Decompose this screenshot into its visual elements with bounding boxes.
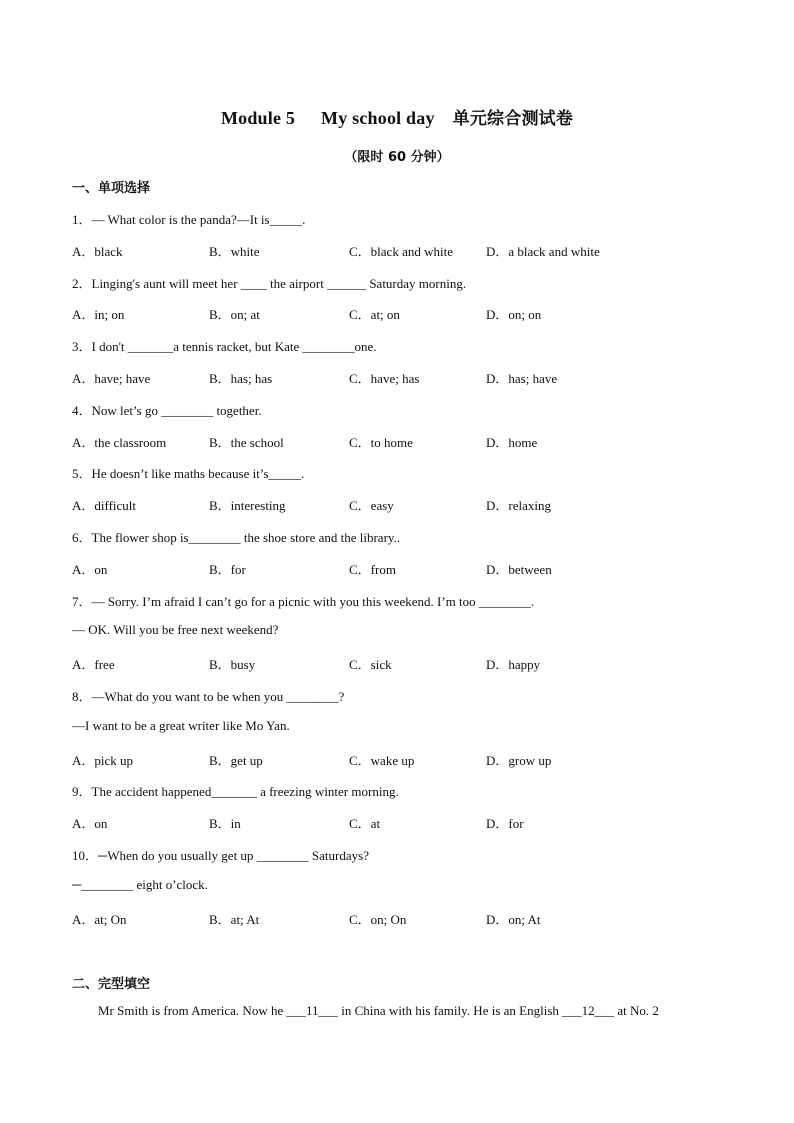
answer-option[interactable]: B．white <box>209 244 260 259</box>
answer-option[interactable]: A．in; on <box>72 307 125 322</box>
answer-option[interactable]: D．grow up <box>486 753 552 768</box>
answer-option[interactable]: C．at; on <box>349 307 400 322</box>
answer-option[interactable]: C．to home <box>349 435 413 450</box>
options-row <box>72 559 752 577</box>
answer-option[interactable]: C．wake up <box>349 753 415 768</box>
options-row <box>72 304 752 322</box>
answer-option[interactable]: C．from <box>349 562 396 577</box>
options-row <box>72 750 752 768</box>
cloze-text: in China with his family. He is an English <box>338 1003 563 1018</box>
answer-option[interactable]: B．interesting <box>209 498 286 513</box>
section2-heading: 二、完型填空 <box>72 977 151 992</box>
answer-option[interactable]: C．black and white <box>349 244 453 259</box>
cloze-text: Mr Smith is from America. Now he <box>98 1003 287 1018</box>
options-row <box>72 368 752 386</box>
title-unit: My school day <box>321 108 435 128</box>
answer-option[interactable]: D．for <box>486 816 524 831</box>
answer-option[interactable]: B．get up <box>209 753 263 768</box>
title-cn: 单元综合测试卷 <box>452 109 574 129</box>
answer-option[interactable]: C．easy <box>349 498 394 513</box>
answer-option[interactable]: A．difficult <box>72 498 137 513</box>
question-dialogue: —I want to be a great writer like Mo Yan. <box>72 718 290 733</box>
answer-option[interactable]: B．on; at <box>209 307 260 322</box>
answer-option[interactable]: A．the classroom <box>72 435 167 450</box>
question-stem: 7．— Sorry. I’m afraid I can’t go for a picnic with you this weekend. I’m too ________. <box>72 594 535 609</box>
question-stem: 8．—What do you want to be when you ________? <box>72 689 345 704</box>
answer-option[interactable]: D．has; have <box>486 371 558 386</box>
question-stem: 4．Now let’s go ________ together. <box>72 403 262 418</box>
question-stem: 1．— What color is the panda?—It is_____. <box>72 212 306 227</box>
answer-option[interactable]: A．have; have <box>72 371 151 386</box>
question-stem: 5．He doesn’t like maths because it’s_____. <box>72 466 305 481</box>
options-row <box>72 813 752 831</box>
answer-option[interactable]: D．home <box>486 435 538 450</box>
question-stem: 6．The flower shop is________ the shoe store and the library.. <box>72 530 401 545</box>
cloze-text: at No. 2 <box>614 1003 659 1018</box>
options-row <box>72 241 752 259</box>
options-row <box>72 495 752 513</box>
cloze-paragraph <box>98 1003 659 1019</box>
answer-option[interactable]: D．a black and white <box>486 244 600 259</box>
page-title <box>0 104 794 129</box>
answer-option[interactable]: D．relaxing <box>486 498 551 513</box>
question-dialogue: — OK. Will you be free next weekend? <box>72 622 279 637</box>
answer-option[interactable]: A．on <box>72 816 108 831</box>
title-module: Module 5 <box>220 108 296 128</box>
answer-option[interactable]: D．on; At <box>486 912 541 927</box>
answer-option[interactable]: B．in <box>209 816 241 831</box>
time-limit: （限时 60 分钟） <box>344 150 450 165</box>
answer-option[interactable]: B．busy <box>209 657 256 672</box>
cloze-blank-11[interactable]: ___11___ <box>286 1003 339 1018</box>
answer-option[interactable]: C．have; has <box>349 371 420 386</box>
answer-option[interactable]: D．between <box>486 562 552 577</box>
answer-option[interactable]: A．black <box>72 244 123 259</box>
cloze-blank-12[interactable]: ___12___ <box>562 1003 615 1018</box>
answer-option[interactable]: B．at; At <box>209 912 260 927</box>
answer-option[interactable]: B．for <box>209 562 246 577</box>
answer-option[interactable]: C．on; On <box>349 912 407 927</box>
answer-option[interactable]: A．on <box>72 562 108 577</box>
question-stem: 2．Linging's aunt will meet her ____ the airport ______ Saturday morning. <box>72 276 467 291</box>
options-row <box>72 909 752 927</box>
answer-option[interactable]: D．happy <box>486 657 541 672</box>
question-stem: 3．I don't _______a tennis racket, but Kate ________one. <box>72 339 377 354</box>
question-stem: 9．The accident happened_______ a freezing winter morning. <box>72 784 399 799</box>
answer-option[interactable]: D．on; on <box>486 307 542 322</box>
answer-option[interactable]: B．the school <box>209 435 284 450</box>
answer-option[interactable]: C．at <box>349 816 381 831</box>
section1-heading: 一、单项选择 <box>72 181 151 196</box>
answer-option[interactable]: A．at; On <box>72 912 127 927</box>
answer-option[interactable]: A．free <box>72 657 115 672</box>
answer-option[interactable]: C．sick <box>349 657 392 672</box>
options-row <box>72 654 752 672</box>
options-row <box>72 432 752 450</box>
question-dialogue: ─________ eight o’clock. <box>72 877 208 892</box>
question-stem: 10．─When do you usually get up ________ Saturdays? <box>72 848 369 863</box>
answer-option[interactable]: A．pick up <box>72 753 134 768</box>
answer-option[interactable]: B．has; has <box>209 371 273 386</box>
